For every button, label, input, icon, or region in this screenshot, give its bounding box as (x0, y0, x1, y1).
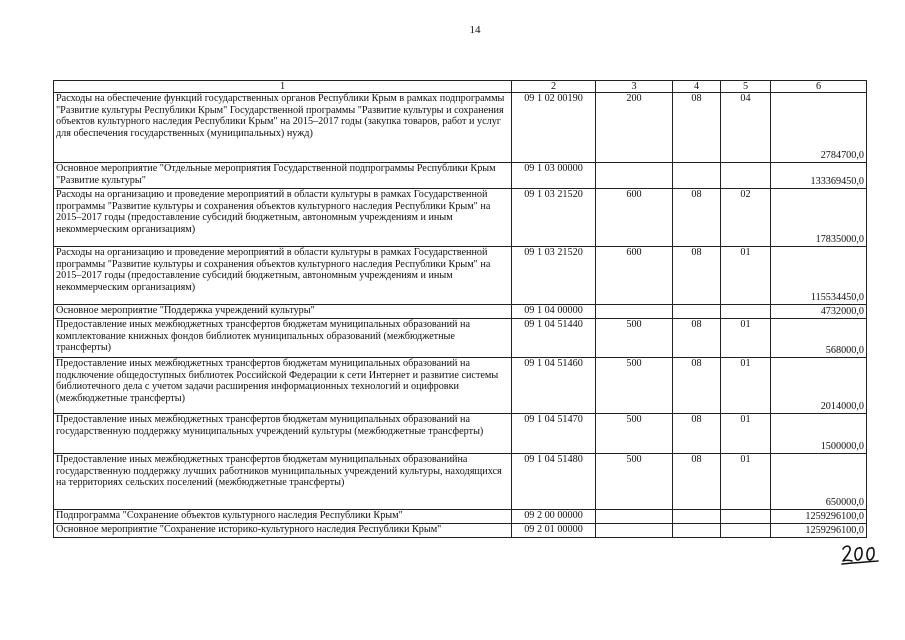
row-subsection: 01 (721, 454, 771, 510)
row-subsection (721, 163, 771, 189)
row-target-code: 09 1 04 00000 (512, 305, 596, 319)
table-row (54, 319, 867, 358)
row-subsection: 01 (721, 414, 771, 454)
table-row (54, 358, 867, 414)
row-amount: 4732000,0 (771, 305, 867, 319)
table-row (54, 454, 867, 510)
row-description: Расходы на организацию и проведение мероприятий в области культуры в рамках Государственной программы "Развитие культуры и сохранения объектов культурного наследия Республики Крым" на 2015–2017 годы (предоставление субсидий бюджетным, автономным учреждениям и иным некоммерческим организациям) (54, 189, 512, 247)
row-target-code: 09 2 01 00000 (512, 524, 596, 538)
row-target-code: 09 2 00 00000 (512, 510, 596, 524)
handwritten-page-mark (840, 540, 880, 566)
row-amount: 2014000,0 (771, 358, 867, 414)
row-subsection: 04 (721, 93, 771, 163)
row-section: 08 (673, 319, 721, 358)
row-expense-type (596, 163, 673, 189)
row-expense-type (596, 510, 673, 524)
row-target-code: 09 1 04 51460 (512, 358, 596, 414)
row-expense-type (596, 305, 673, 319)
row-expense-type: 500 (596, 358, 673, 414)
row-target-code: 09 1 03 21520 (512, 247, 596, 305)
row-subsection (721, 305, 771, 319)
row-subsection (721, 524, 771, 538)
table-row (54, 247, 867, 305)
row-description: Расходы на организацию и проведение мероприятий в области культуры в рамках Государственной программы "Развитие культуры и сохранения объектов культурного наследия Республики Крым" на 2015–2017 годы (предоставление субсидий бюджетным, автономным учреждениям и иным некоммерческим организациям) (54, 247, 512, 305)
table-row (54, 189, 867, 247)
table-row (54, 93, 867, 163)
row-target-code: 09 1 03 21520 (512, 189, 596, 247)
row-subsection (721, 510, 771, 524)
row-section: 08 (673, 454, 721, 510)
row-description: Предоставление иных межбюджетных трансфертов бюджетам муниципальных образований на государственную поддержку муниципальных учреждений культуры (межбюджетные трансферты) (54, 414, 512, 454)
row-subsection: 01 (721, 247, 771, 305)
row-amount: 2784700,0 (771, 93, 867, 163)
row-description: Подпрограмма "Сохранение объектов культурного наследия Республики Крым" (54, 510, 512, 524)
row-target-code: 09 1 02 00190 (512, 93, 596, 163)
header-col-6: 6 (771, 81, 867, 93)
table-row (54, 510, 867, 524)
row-description: Расходы на обеспечение функций государственных органов Республики Крым в рамках подпрограммы "Развитие культуры Республики Крым" Государственной программы "Развитие культуры и сохранения объектов культурного наследия Республики Крым" на 2015–2017 годы (закупка товаров, работ и услуг для обеспечения государственных (муниципальных) нужд) (54, 93, 512, 163)
row-description: Основное мероприятие "Сохранение историко-культурного наследия Республики Крым" (54, 524, 512, 538)
header-col-2: 2 (512, 81, 596, 93)
row-section (673, 163, 721, 189)
row-target-code: 09 1 04 51470 (512, 414, 596, 454)
row-expense-type: 600 (596, 247, 673, 305)
row-amount: 17835000,0 (771, 189, 867, 247)
row-expense-type: 500 (596, 414, 673, 454)
row-section: 08 (673, 414, 721, 454)
row-section: 08 (673, 358, 721, 414)
row-amount: 1259296100,0 (771, 510, 867, 524)
page-number: 14 (469, 24, 481, 36)
header-col-4: 4 (673, 81, 721, 93)
row-subsection: 01 (721, 358, 771, 414)
row-section (673, 524, 721, 538)
table-row (54, 524, 867, 538)
table-row (54, 305, 867, 319)
table-row (54, 414, 867, 454)
row-expense-type: 600 (596, 189, 673, 247)
row-subsection: 01 (721, 319, 771, 358)
row-target-code: 09 1 03 00000 (512, 163, 596, 189)
row-description: Предоставление иных межбюджетных трансфертов бюджетам муниципальных образований на подключение общедоступных библиотек Российской Федерации к сети Интернет и развитие системы библиотечного дела с учетом задачи расширения информационных технологий и оцифровки (межбюджетные трансферты) (54, 358, 512, 414)
row-amount: 133369450,0 (771, 163, 867, 189)
row-amount: 1500000,0 (771, 414, 867, 454)
row-expense-type: 500 (596, 319, 673, 358)
row-description: Основное мероприятие "Отдельные мероприятия Государственной подпрограммы Республики Крым "Развитие культуры" (54, 163, 512, 189)
row-target-code: 09 1 04 51480 (512, 454, 596, 510)
row-expense-type: 200 (596, 93, 673, 163)
row-expense-type: 500 (596, 454, 673, 510)
table-row (54, 163, 867, 189)
row-amount: 568000,0 (771, 319, 867, 358)
row-amount: 1259296100,0 (771, 524, 867, 538)
header-row (54, 81, 867, 93)
budget-table (53, 80, 867, 538)
header-col-3: 3 (596, 81, 673, 93)
row-description: Предоставление иных межбюджетных трансфертов бюджетам муниципальных образований на комплектование книжных фондов библиотек муниципальных образований (межбюджетные трансферты) (54, 319, 512, 358)
row-section: 08 (673, 93, 721, 163)
row-section (673, 510, 721, 524)
row-section: 08 (673, 247, 721, 305)
row-description: Основное мероприятие "Поддержка учреждений культуры" (54, 305, 512, 319)
table-body (54, 93, 867, 538)
row-subsection: 02 (721, 189, 771, 247)
row-target-code: 09 1 04 51440 (512, 319, 596, 358)
table-header (54, 81, 867, 93)
row-section (673, 305, 721, 319)
row-description: Предоставление иных межбюджетных трансфертов бюджетам муниципальных образованийна государственную поддержку лучших работников муниципальных учреждений культуры, находящихся на территориях сельских поселений (межбюджетные трансферты) (54, 454, 512, 510)
header-col-1: 1 (54, 81, 512, 93)
header-col-5: 5 (721, 81, 771, 93)
row-section: 08 (673, 189, 721, 247)
row-amount: 650000,0 (771, 454, 867, 510)
row-expense-type (596, 524, 673, 538)
row-amount: 115534450,0 (771, 247, 867, 305)
